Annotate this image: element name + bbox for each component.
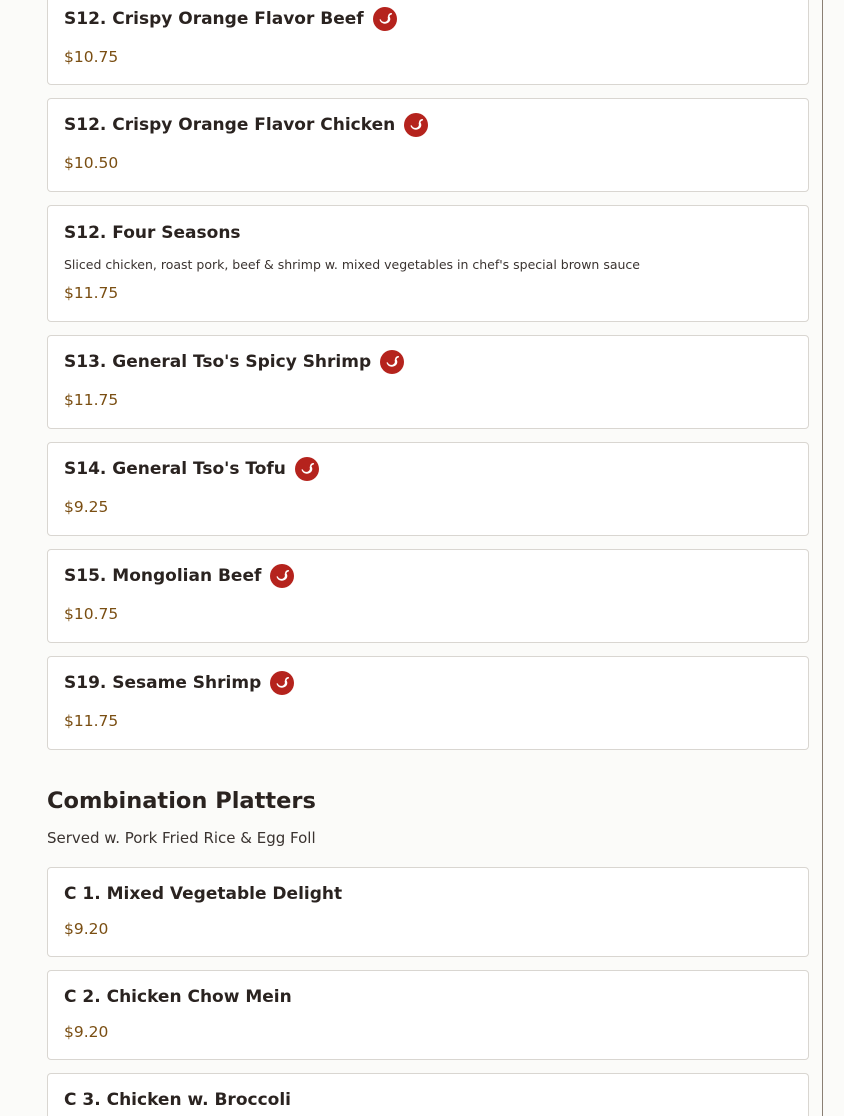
menu-item-title: S13. General Tso's Spicy Shrimp — [64, 352, 372, 372]
menu-item-title-row — [64, 7, 397, 31]
chili-pepper-icon — [270, 671, 294, 695]
menu-item-price: $11.75 — [64, 391, 119, 409]
chili-pepper-icon — [373, 7, 397, 31]
menu-item-card[interactable] — [47, 0, 809, 85]
menu-item-card[interactable] — [47, 1073, 809, 1116]
section-title: Combination Platters — [47, 788, 316, 814]
menu-item-card[interactable] — [47, 549, 809, 643]
menu-item-card[interactable] — [47, 867, 809, 957]
menu-item-price: $11.75 — [64, 284, 119, 302]
menu-item-title-row — [64, 564, 294, 588]
menu-item-card[interactable] — [47, 205, 809, 322]
menu-item-price: $9.25 — [64, 498, 109, 516]
chili-pepper-icon — [380, 350, 404, 374]
menu-item-title: C 1. Mixed Vegetable Delight — [64, 884, 343, 904]
menu-item-title-row — [64, 223, 241, 243]
section-subtitle: Served w. Pork Fried Rice & Egg Foll — [47, 829, 316, 847]
menu-item-title: C 2. Chicken Chow Mein — [64, 987, 292, 1007]
menu-item-title: S14. General Tso's Tofu — [64, 459, 286, 479]
menu-item-card[interactable] — [47, 335, 809, 429]
menu-item-title-row — [64, 457, 319, 481]
menu-item-title-row — [64, 350, 404, 374]
menu-item-title: C 3. Chicken w. Broccoli — [64, 1090, 291, 1110]
menu-item-title: S12. Four Seasons — [64, 223, 241, 243]
menu-item-card[interactable] — [47, 98, 809, 192]
chili-pepper-icon — [404, 113, 428, 137]
menu-item-price: $11.75 — [64, 712, 119, 730]
menu-item-price: $10.75 — [64, 605, 119, 623]
menu-item-title-row — [64, 884, 342, 904]
menu-item-title: S15. Mongolian Beef — [64, 566, 262, 586]
chili-pepper-icon — [270, 564, 294, 588]
menu-item-title: S19. Sesame Shrimp — [64, 673, 262, 693]
menu-item-price: $10.50 — [64, 154, 119, 172]
menu-item-title: S12. Crispy Orange Flavor Chicken — [64, 115, 396, 135]
menu-item-card[interactable] — [47, 970, 809, 1060]
menu-item-title-row — [64, 987, 292, 1007]
menu-item-title-row — [64, 1090, 291, 1110]
chili-pepper-icon — [295, 457, 319, 481]
menu-item-description: Sliced chicken, roast pork, beef & shrimp w. mixed vegetables in chef's special brown sauce — [64, 257, 640, 272]
menu-item-price: $9.20 — [64, 920, 109, 938]
menu-item-title-row — [64, 671, 294, 695]
menu-item-price: $9.20 — [64, 1023, 109, 1041]
menu-item-card[interactable] — [47, 656, 809, 750]
menu-item-title: S12. Crispy Orange Flavor Beef — [64, 9, 364, 29]
menu-item-title-row — [64, 113, 428, 137]
menu-item-card[interactable] — [47, 442, 809, 536]
page-divider — [822, 0, 823, 1116]
menu-item-price: $10.75 — [64, 48, 119, 66]
